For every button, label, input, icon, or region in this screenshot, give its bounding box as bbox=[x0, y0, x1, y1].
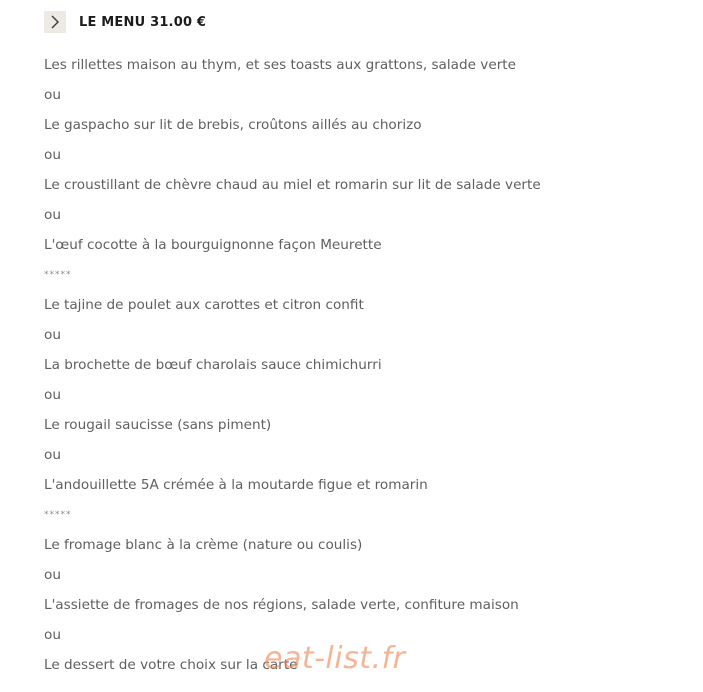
or-separator: ou bbox=[44, 627, 61, 643]
menu-item: Le croustillant de chèvre chaud au miel et romarin sur lit de salade verte bbox=[44, 177, 541, 193]
course-separator: ***** bbox=[44, 510, 72, 520]
menu-items-list bbox=[44, 50, 683, 680]
course-separator: ***** bbox=[44, 270, 72, 280]
menu-item: Le tajine de poulet aux carottes et citron confit bbox=[44, 297, 364, 313]
menu-item: L'andouillette 5A crémée à la moutarde figue et romarin bbox=[44, 477, 428, 493]
or-separator: ou bbox=[44, 387, 61, 403]
or-separator: ou bbox=[44, 447, 61, 463]
menu-item: Le dessert de votre choix sur la carte bbox=[44, 657, 298, 673]
menu-item: Le rougail saucisse (sans piment) bbox=[44, 417, 272, 433]
menu-item: Les rillettes maison au thym, et ses toasts aux grattons, salade verte bbox=[44, 57, 516, 73]
menu-item: La brochette de bœuf charolais sauce chimichurri bbox=[44, 357, 382, 373]
menu-title: LE MENU 31.00 € bbox=[79, 14, 207, 30]
menu-header bbox=[44, 10, 206, 34]
menu-item: L'assiette de fromages de nos régions, salade verte, confiture maison bbox=[44, 597, 519, 613]
or-separator: ou bbox=[44, 327, 61, 343]
watermark: eat-list.fr bbox=[264, 641, 406, 676]
chevron-right-icon bbox=[50, 15, 60, 29]
menu-item: Le gaspacho sur lit de brebis, croûtons aillés au chorizo bbox=[44, 117, 422, 133]
menu-item: Le fromage blanc à la crème (nature ou coulis) bbox=[44, 537, 363, 553]
expand-toggle-button[interactable] bbox=[44, 11, 66, 33]
or-separator: ou bbox=[44, 147, 61, 163]
or-separator: ou bbox=[44, 567, 61, 583]
or-separator: ou bbox=[44, 207, 61, 223]
or-separator: ou bbox=[44, 87, 61, 103]
menu-item: L'œuf cocotte à la bourguignonne façon Meurette bbox=[44, 237, 382, 253]
